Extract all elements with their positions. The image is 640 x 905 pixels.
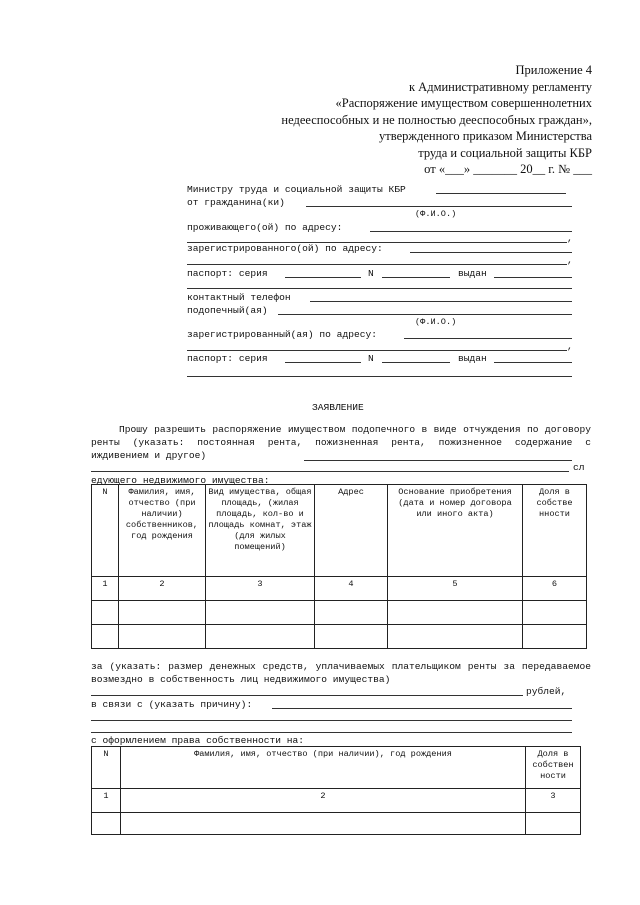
ward-registered-label: зарегистрированный(ая) по адресу: [187,329,377,340]
from-citizen-label: от гражданина(ки) [187,197,285,208]
table-row[interactable] [92,625,587,649]
ward-passport-n-line[interactable] [382,362,450,363]
passport-n-line[interactable] [382,277,450,278]
header-line: недееспособных и не полностью дееспособных граждан», [281,112,592,127]
residing-line[interactable] [370,231,572,232]
header-line: Приложение 4 [515,63,592,77]
document-title: ЗАЯВЛЕНИЕ [312,402,364,413]
payment-amount-line[interactable] [91,695,523,696]
citizen-fio-line[interactable] [306,206,572,207]
col-n-header: N [92,485,119,577]
ownership-label: с оформлением права собственности на: [91,735,305,746]
reason-label: в связи с (указать причину): [91,699,253,710]
col-owners-header: Фамилия, имя, отчество (при наличии) собственников, год рождения [119,485,206,577]
header-line: «Распоряжение имуществом совершеннолетних [335,96,592,110]
reason-line-3[interactable] [91,732,572,733]
phone-label: контактный телефон [187,292,291,303]
issued-label: выдан [458,268,487,279]
reason-line-2[interactable] [91,720,572,721]
col-property-header: Вид имущества, общая площадь, (жилая площадь, кол-во и площадь комнат, этаж (для жилых помещений) [206,485,315,577]
registered-label: зарегистрированного(ой) по адресу: [187,243,383,254]
ward-fio-line[interactable] [278,314,572,315]
ward-label: подопечный(ая) [187,305,268,316]
addressee-fill-line[interactable] [436,193,566,194]
ownership-table [91,746,581,835]
issued-line[interactable] [494,277,572,278]
property-table [91,484,587,649]
col-number: 1 [92,789,121,813]
ward-passport-n-label: N [368,353,374,364]
ward-passport-line-2[interactable] [187,376,572,377]
registered-line-2[interactable] [187,264,567,265]
passport-series-line[interactable] [285,277,361,278]
col-n-header: N [92,747,121,789]
tail-sl: сл [573,462,585,473]
header-line: утвержденного приказом Министерства [379,129,592,143]
ward-passport-series-line[interactable] [285,362,361,363]
col-fio-header: Фамилия, имя, отчество (при наличии), год рождения [121,747,526,789]
ward-issued-line[interactable] [494,362,572,363]
col-number: 5 [388,577,523,601]
col-number: 2 [121,789,526,813]
rubles-label: рублей, [526,686,567,697]
header-line: труда и социальной защиты КБР [418,145,592,160]
col-basis-header: Основание приобретения (дата и номер договора или иного акта) [388,485,523,577]
header-line: от «___» _______ 20__ г. № ___ [424,162,592,176]
ward-fio-caption: (Ф.И.О.) [415,317,457,327]
col-number: 3 [526,789,581,813]
ward-registered-line[interactable] [404,338,572,339]
table-row[interactable] [92,601,587,625]
col-number: 2 [119,577,206,601]
residing-label: проживающего(ой) по адресу: [187,222,343,233]
ward-passport-series-label: паспорт: серия [187,353,268,364]
col-address-header: Адрес [315,485,388,577]
tail-edu: едующего недвижимого имущества: [91,475,270,486]
payment-paragraph: за (указать: размер денежных средств, уплачиваемых плательщиком ренты за передаваемое возмездно в собственность лиц недвижимого имущества) [91,661,591,685]
passport-line-2[interactable] [187,288,572,289]
col-number: 6 [523,577,587,601]
header-line: к Административному регламенту [408,79,592,94]
reason-line[interactable] [272,708,572,709]
col-number: 4 [315,577,388,601]
col-share-header: Доля в собствен ности [526,747,581,789]
rent-type-line[interactable] [304,460,572,461]
col-number: 1 [92,577,119,601]
ward-registered-line-2[interactable] [187,350,567,351]
table-row[interactable] [92,813,581,835]
rent-type-line-2[interactable] [91,471,569,472]
fio-caption: (Ф.И.О.) [415,209,457,219]
col-number: 3 [206,577,315,601]
phone-line[interactable] [310,301,572,302]
col-share-header: Доля в собстве нности [523,485,587,577]
appendix-header [172,62,592,178]
request-paragraph: Прошу разрешить распоряжение имуществом подопечного в виде отчуждения по договору ренты (указать: постоянная рента, пожизненная рента, пожизненное содержание с иждивением и другое) [91,424,591,461]
registered-line[interactable] [410,252,572,253]
passport-series-label: паспорт: серия [187,268,268,279]
passport-n-label: N [368,268,374,279]
ward-issued-label: выдан [458,353,487,364]
addressee-to: Министру труда и социальной защиты КБР [187,184,406,195]
